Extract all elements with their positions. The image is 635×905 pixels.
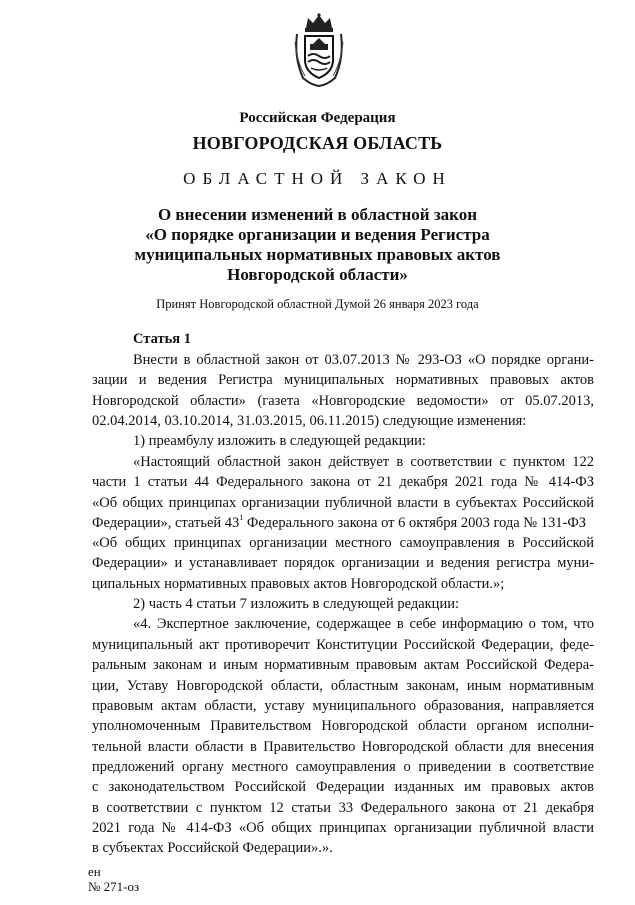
law-title-line: Новгородской области» — [227, 265, 408, 284]
region-heading: НОВГОРОДСКАЯ ОБЛАСТЬ — [192, 133, 443, 153]
body-line: муниципальный акт противоречит Конституции Российской Федерации, феде- — [92, 637, 594, 653]
body-line: правовым актам области, уставу муниципального образования, направляется — [92, 698, 594, 714]
body-line: «Об общих принципах организации публичной власти в субъектах Российской — [92, 495, 594, 511]
body-line: «4. Экспертное заключение, содержащее в себе информацию о том, что — [133, 616, 594, 632]
body-line: 02.04.2014, 03.10.2014, 31.03.2015, 06.11.2015) следующие изменения: — [92, 413, 527, 429]
footer-number: № 271-оз — [88, 879, 140, 894]
body-line: 1) преамбулу изложить в следующей редакции: — [133, 433, 426, 449]
body-line: ципальных нормативных правовых актов Новгородской области.»; — [92, 576, 505, 592]
body-line: зации и ведения Регистра муниципальных нормативных правовых актов — [92, 372, 594, 388]
body-line: в соответствии с пунктом 12 статьи 33 Федерального закона от 21 декабря — [92, 800, 594, 816]
body-line: уполномоченным Правительством Новгородской области органом исполни- — [92, 718, 594, 734]
coat-of-arms-icon — [291, 12, 347, 88]
body-line: ции, Уставу Новгородской области, областным законам, иным нормативным — [92, 678, 594, 694]
article-heading: Статья 1 — [133, 331, 191, 347]
body-line: Внести в областной закон от 03.07.2013 № 293-ОЗ «О порядке органи- — [133, 352, 594, 368]
body-line: 2) часть 4 статьи 7 изложить в следующей редакции: — [133, 596, 459, 612]
body-line: в субъектах Российской Федерации».». — [92, 840, 333, 856]
law-title-line: О внесении изменений в областной закон — [157, 205, 478, 224]
body-line: «Настоящий областной закон действует в соответствии с пунктом 122 — [133, 454, 594, 470]
law-title-line: «О порядке организации и ведения Регистра — [145, 225, 490, 244]
body-line: тельной власти области в Правительство Новгородской области для внесения — [92, 739, 594, 755]
adoption-note: Принят Новгородской областной Думой 26 января 2023 года — [156, 297, 479, 311]
superscript: 1 — [239, 513, 244, 523]
body-text: Федерального закона от 6 октября 2003 года № 131-ФЗ — [243, 515, 587, 531]
body-line: с законодательством Российской Федерации изданных им правовых актов — [92, 779, 594, 795]
law-title-line: муниципальных нормативных правовых актов — [134, 245, 501, 264]
body-text: Федерации», статьей 43 — [92, 515, 240, 531]
country-heading: Российская Федерация — [239, 110, 396, 126]
doc-type-heading: ОБЛАСТНОЙ ЗАКОН — [183, 169, 452, 188]
body-line: 2021 года № 414-ФЗ «Об общих принципах организации публичной власти — [92, 820, 594, 836]
body-line: Федерации» и устанавливает порядок организации и ведения регистра муни- — [92, 555, 594, 571]
body-line — [92, 513, 594, 533]
body-line: предложений органу местного самоуправления о приведении в соответствие — [92, 759, 594, 775]
body-line: «Об общих принципах организации местного самоуправления в Российской — [92, 535, 594, 551]
body-line: части 1 статьи 44 Федерального закона от 21 декабря 2021 года № 414-ФЗ — [92, 474, 594, 490]
body-line: ральным законам и иным нормативным правовым актам Российской Федера- — [92, 657, 594, 673]
footer-initials: ен — [88, 864, 101, 879]
body-line: Новгородской области» (газета «Новгородские ведомости» от 05.07.2013, — [92, 393, 594, 409]
